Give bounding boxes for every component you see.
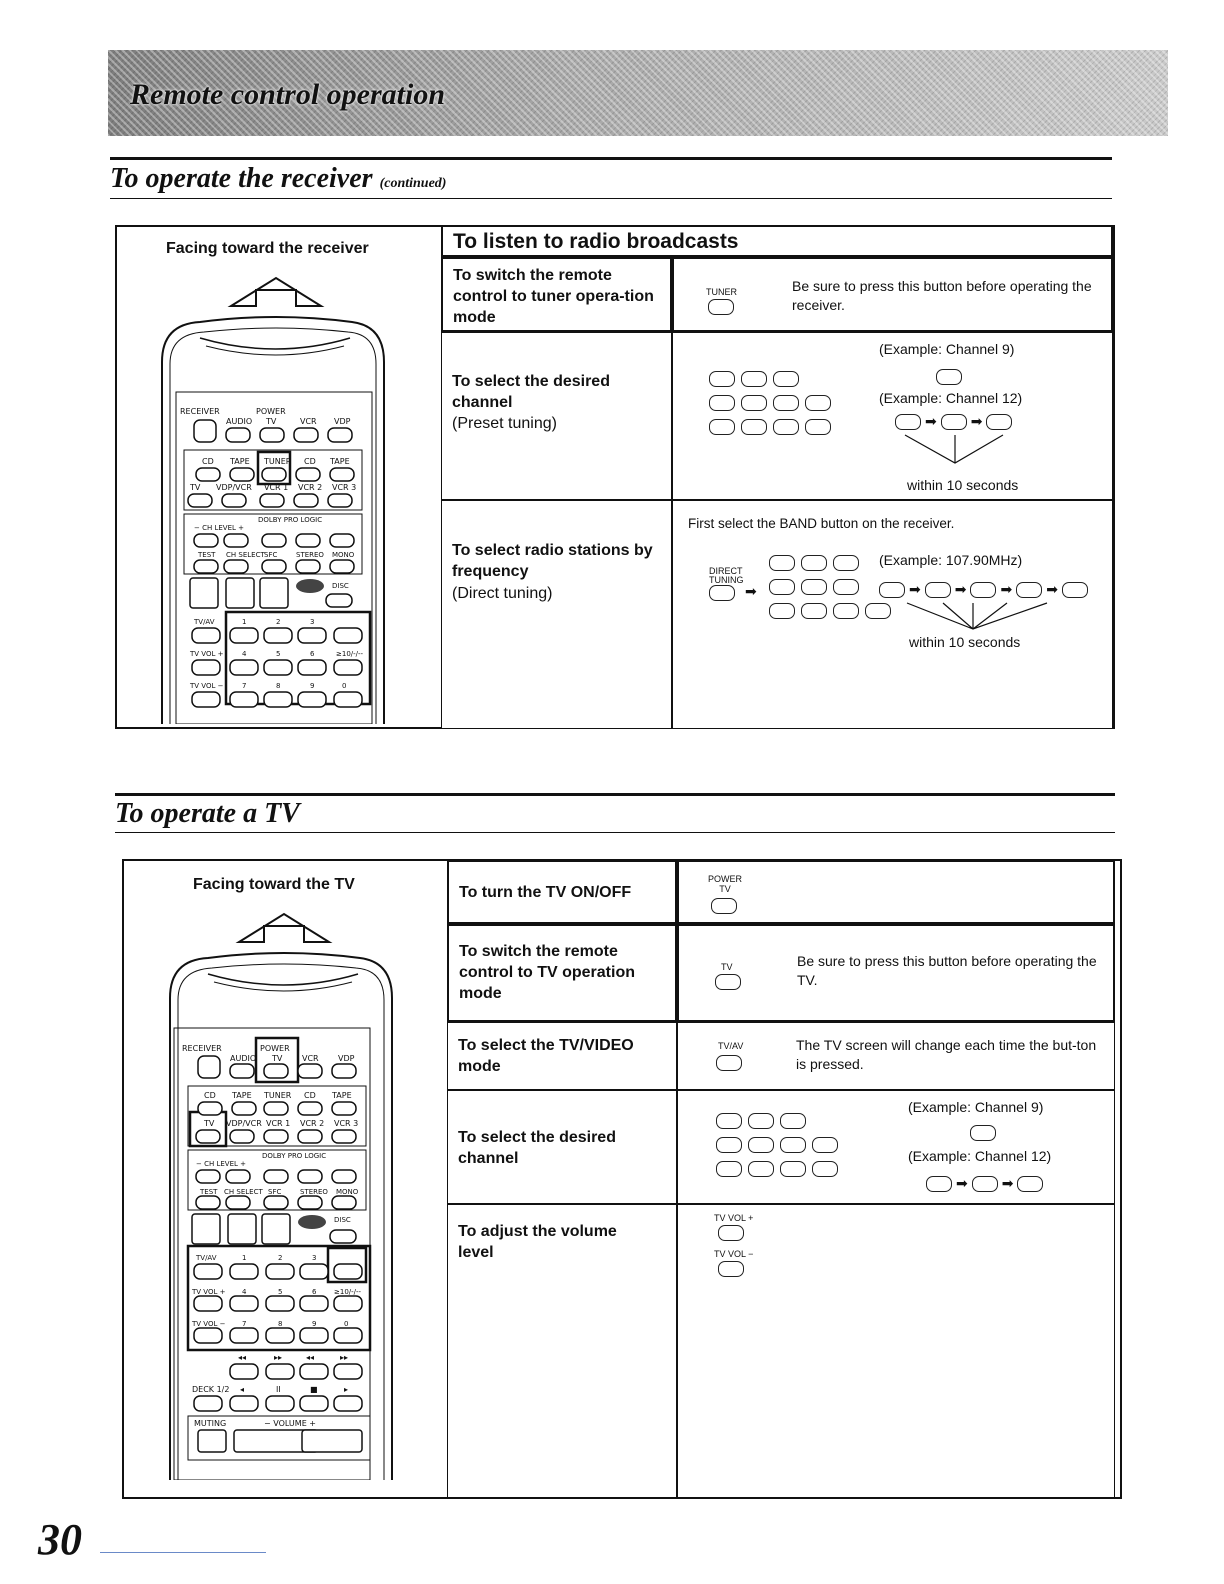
svg-text:STEREO: STEREO bbox=[296, 551, 324, 559]
row-preset-name-cell bbox=[441, 332, 672, 500]
svg-text:TV/AV: TV/AV bbox=[196, 1254, 217, 1262]
svg-text:TV: TV bbox=[204, 1119, 215, 1128]
direct-example-sequence: ➡ ➡ ➡ ➡ bbox=[879, 581, 1088, 598]
svg-text:TAPE: TAPE bbox=[232, 1091, 252, 1100]
tvav-button bbox=[716, 1055, 742, 1071]
svg-text:− CH LEVEL +: − CH LEVEL + bbox=[194, 524, 244, 532]
svg-text:CH SELECT: CH SELECT bbox=[226, 551, 265, 559]
svg-text:0: 0 bbox=[342, 682, 347, 690]
tv-channel-example-2: (Example: Channel 12) bbox=[908, 1148, 1052, 1164]
section-rule-top bbox=[110, 157, 1112, 160]
svg-text:MUTING: MUTING bbox=[194, 1419, 227, 1428]
row-preset-name: To select the desired channel bbox=[452, 373, 610, 411]
svg-text:VCR 2: VCR 2 bbox=[298, 483, 323, 492]
svg-text:TV: TV bbox=[272, 1054, 283, 1063]
svg-text:6: 6 bbox=[312, 1288, 317, 1296]
tv-vol-up-label: TV VOL + bbox=[714, 1213, 754, 1223]
svg-text:DOLBY PRO LOGIC: DOLBY PRO LOGIC bbox=[258, 516, 323, 524]
direct-arrow: ➡ bbox=[745, 583, 757, 599]
svg-text:9: 9 bbox=[310, 682, 315, 690]
svg-text:SFC: SFC bbox=[268, 1188, 282, 1196]
svg-text:TV VOL −: TV VOL − bbox=[192, 1320, 226, 1328]
tv-row-mode-name: To switch the remote control to TV operation mode bbox=[459, 943, 635, 1002]
receiver-title-text: To operate the receiver bbox=[110, 163, 373, 194]
svg-text:TV: TV bbox=[190, 483, 201, 492]
banner-title: Remote control operation bbox=[130, 78, 445, 111]
remote-illustration-tv bbox=[168, 906, 400, 1480]
section-rule-bottom bbox=[110, 198, 1112, 199]
svg-text:7: 7 bbox=[242, 1320, 247, 1328]
row-tuner-mode-name-cell bbox=[441, 257, 672, 332]
svg-text:■: ■ bbox=[310, 1385, 318, 1394]
tv-row-volume-name-cell bbox=[447, 1204, 677, 1498]
svg-text:TV: TV bbox=[266, 417, 277, 426]
svg-text:DISC: DISC bbox=[334, 1216, 351, 1224]
tv-row-tvav-action-cell bbox=[677, 1022, 1115, 1090]
svg-text:6: 6 bbox=[310, 650, 315, 658]
svg-text:9: 9 bbox=[312, 1320, 317, 1328]
svg-text:− VOLUME +: − VOLUME + bbox=[264, 1419, 316, 1428]
svg-text:5: 5 bbox=[276, 650, 281, 658]
tv-mode-note: Be sure to press this button before operating the TV. bbox=[797, 953, 1097, 988]
svg-text:VDP/VCR: VDP/VCR bbox=[216, 483, 252, 492]
receiver-section-title bbox=[110, 163, 446, 195]
svg-text:DECK 1/2: DECK 1/2 bbox=[192, 1385, 230, 1394]
svg-text:3: 3 bbox=[310, 618, 315, 626]
tv-button-label: TV bbox=[721, 962, 733, 972]
tuner-note: Be sure to press this button before operating the receiver. bbox=[792, 278, 1092, 313]
svg-text:2: 2 bbox=[276, 618, 281, 626]
preset-example-1: (Example: Channel 9) bbox=[879, 341, 1015, 357]
svg-text:◂◂: ◂◂ bbox=[238, 1353, 247, 1362]
svg-text:8: 8 bbox=[276, 682, 281, 690]
row-tuner-mode-action-cell bbox=[672, 257, 1113, 332]
radio-table-title: To listen to radio broadcasts bbox=[453, 230, 739, 253]
preset-keypad bbox=[709, 371, 831, 435]
tv-row-tvav-name: To select the TV/VIDEO mode bbox=[458, 1037, 634, 1075]
svg-text:TV VOL +: TV VOL + bbox=[192, 1288, 226, 1296]
tv-vol-down-label: TV VOL − bbox=[714, 1249, 754, 1259]
svg-text:CD: CD bbox=[304, 457, 316, 466]
tvav-button-label: TV/AV bbox=[718, 1041, 744, 1051]
tv-channel-keypad bbox=[716, 1113, 838, 1177]
svg-text:7: 7 bbox=[242, 682, 247, 690]
row-direct-action-cell bbox=[672, 500, 1113, 729]
tv-row-volume-name: To adjust the volume level bbox=[458, 1223, 617, 1261]
svg-text:DOLBY PRO LOGIC: DOLBY PRO LOGIC bbox=[262, 1152, 327, 1160]
facing-receiver-label: Facing toward the receiver bbox=[166, 240, 369, 257]
tvav-note: The TV screen will change each time the but-ton is pressed. bbox=[796, 1037, 1097, 1072]
svg-text:CD: CD bbox=[304, 1091, 316, 1100]
svg-text:TAPE: TAPE bbox=[330, 457, 350, 466]
svg-text:VDP/VCR: VDP/VCR bbox=[226, 1119, 262, 1128]
direct-tuning-button bbox=[709, 585, 735, 601]
svg-text:RECEIVER: RECEIVER bbox=[182, 1044, 222, 1053]
power-tv-button bbox=[711, 898, 737, 914]
preset-example-2-sequence: ➡ ➡ bbox=[895, 413, 1012, 430]
direct-first-note: First select the BAND button on the receiver. bbox=[688, 516, 955, 531]
svg-text:VDP: VDP bbox=[334, 417, 351, 426]
row-direct-name: To select radio stations by frequency bbox=[452, 542, 653, 580]
remote-illustration-receiver bbox=[160, 272, 392, 724]
direct-example: (Example: 107.90MHz) bbox=[879, 552, 1023, 568]
svg-text:4: 4 bbox=[242, 1288, 247, 1296]
svg-text:TUNER: TUNER bbox=[264, 457, 292, 466]
row-direct-name-cell bbox=[441, 500, 672, 729]
svg-text:▸▸: ▸▸ bbox=[340, 1353, 349, 1362]
svg-text:TV/AV: TV/AV bbox=[194, 618, 215, 626]
svg-text:4: 4 bbox=[242, 650, 247, 658]
svg-text:VCR: VCR bbox=[302, 1054, 319, 1063]
svg-text:≥10/-/--: ≥10/-/-- bbox=[334, 1288, 362, 1296]
tv-channel-example-2-sequence: ➡ ➡ bbox=[926, 1175, 1043, 1192]
tv-row-channel-name-cell bbox=[447, 1090, 677, 1204]
facing-tv-label: Facing toward the TV bbox=[193, 876, 355, 893]
receiver-title-note: (continued) bbox=[379, 176, 447, 191]
direct-within: within 10 seconds bbox=[909, 634, 1021, 650]
svg-text:▸▸: ▸▸ bbox=[274, 1353, 283, 1362]
row-direct-sub: (Direct tuning) bbox=[452, 585, 553, 602]
svg-text:DISC: DISC bbox=[332, 582, 349, 590]
tv-channel-example-1: (Example: Channel 9) bbox=[908, 1099, 1044, 1115]
svg-text:− CH LEVEL +: − CH LEVEL + bbox=[196, 1160, 246, 1168]
svg-text:VCR 2: VCR 2 bbox=[300, 1119, 325, 1128]
tv-row-power-action-cell bbox=[677, 860, 1115, 924]
preset-example-1-button bbox=[936, 369, 962, 385]
footer-rule bbox=[100, 1552, 266, 1553]
svg-text:3: 3 bbox=[312, 1254, 317, 1262]
svg-text:≥10/-/--: ≥10/-/-- bbox=[336, 650, 364, 658]
svg-text:TV VOL −: TV VOL − bbox=[190, 682, 224, 690]
svg-text:TEST: TEST bbox=[198, 551, 216, 559]
svg-text:0: 0 bbox=[344, 1320, 349, 1328]
svg-text:STEREO: STEREO bbox=[300, 1188, 328, 1196]
preset-example-2: (Example: Channel 12) bbox=[879, 390, 1023, 406]
svg-text:▸: ▸ bbox=[344, 1385, 349, 1394]
svg-text:CH SELECT: CH SELECT bbox=[224, 1188, 263, 1196]
svg-text:◂: ◂ bbox=[240, 1385, 245, 1394]
tuner-button-label: TUNER bbox=[706, 287, 737, 297]
row-tuner-mode-name: To switch the remote control to tuner opera-tion mode bbox=[453, 267, 654, 326]
svg-text:TV VOL +: TV VOL + bbox=[190, 650, 224, 658]
tv-vol-down-button bbox=[718, 1261, 744, 1277]
svg-text:TEST: TEST bbox=[200, 1188, 218, 1196]
svg-text:VCR 1: VCR 1 bbox=[264, 483, 289, 492]
tv-vol-up-button bbox=[718, 1225, 744, 1241]
tv-row-channel-action-cell bbox=[677, 1090, 1115, 1204]
svg-text:CD: CD bbox=[202, 457, 214, 466]
header-banner bbox=[108, 50, 1168, 136]
svg-text:1: 1 bbox=[242, 1254, 247, 1262]
svg-text:TAPE: TAPE bbox=[230, 457, 250, 466]
preset-within-lines bbox=[895, 433, 1015, 465]
svg-text:8: 8 bbox=[278, 1320, 283, 1328]
direct-tuning-label: DIRECT TUNING bbox=[709, 566, 744, 585]
page-number: 30 bbox=[38, 1515, 82, 1564]
row-preset-sub: (Preset tuning) bbox=[452, 415, 557, 432]
svg-text:◂◂: ◂◂ bbox=[306, 1353, 315, 1362]
power-tv-label: POWER TV bbox=[707, 874, 742, 894]
tv-section-rule-bottom bbox=[115, 832, 1115, 833]
tv-row-mode-action-cell bbox=[677, 924, 1115, 1022]
direct-keypad bbox=[769, 555, 891, 619]
svg-text:POWER: POWER bbox=[256, 407, 286, 416]
tv-row-power-name-cell bbox=[447, 860, 677, 924]
tv-row-power-name: To turn the TV ON/OFF bbox=[459, 884, 632, 901]
tv-channel-example-1-button bbox=[970, 1125, 996, 1141]
svg-text:VDP: VDP bbox=[338, 1054, 355, 1063]
svg-text:1: 1 bbox=[242, 618, 247, 626]
tv-row-volume-action-cell bbox=[677, 1204, 1115, 1498]
tv-section-rule-top bbox=[115, 793, 1115, 796]
tv-row-channel-name: To select the desired channel bbox=[458, 1129, 616, 1167]
svg-text:VCR 3: VCR 3 bbox=[332, 483, 357, 492]
radio-table-header bbox=[441, 225, 1113, 257]
svg-text:VCR 1: VCR 1 bbox=[266, 1119, 291, 1128]
direct-within-lines bbox=[903, 601, 1053, 631]
tv-row-mode-name-cell bbox=[447, 924, 677, 1022]
preset-within: within 10 seconds bbox=[907, 477, 1019, 493]
svg-text:VCR: VCR bbox=[300, 417, 317, 426]
svg-text:RECEIVER: RECEIVER bbox=[180, 407, 220, 416]
svg-text:CD: CD bbox=[204, 1091, 216, 1100]
row-preset-action-cell bbox=[672, 332, 1113, 500]
svg-text:5: 5 bbox=[278, 1288, 283, 1296]
svg-text:VCR 3: VCR 3 bbox=[334, 1119, 359, 1128]
svg-text:SFC: SFC bbox=[264, 551, 278, 559]
svg-text:II: II bbox=[276, 1385, 281, 1394]
svg-text:POWER: POWER bbox=[260, 1044, 290, 1053]
svg-text:TAPE: TAPE bbox=[332, 1091, 352, 1100]
tv-section-title: To operate a TV bbox=[115, 798, 300, 829]
svg-text:MONO: MONO bbox=[332, 551, 355, 559]
tv-row-tvav-name-cell bbox=[447, 1022, 677, 1090]
svg-text:2: 2 bbox=[278, 1254, 283, 1262]
tuner-button bbox=[708, 299, 734, 315]
svg-text:AUDIO: AUDIO bbox=[226, 417, 253, 426]
svg-text:AUDIO: AUDIO bbox=[230, 1054, 257, 1063]
svg-text:TUNER: TUNER bbox=[264, 1091, 292, 1100]
tv-button bbox=[715, 974, 741, 990]
svg-text:MONO: MONO bbox=[336, 1188, 359, 1196]
